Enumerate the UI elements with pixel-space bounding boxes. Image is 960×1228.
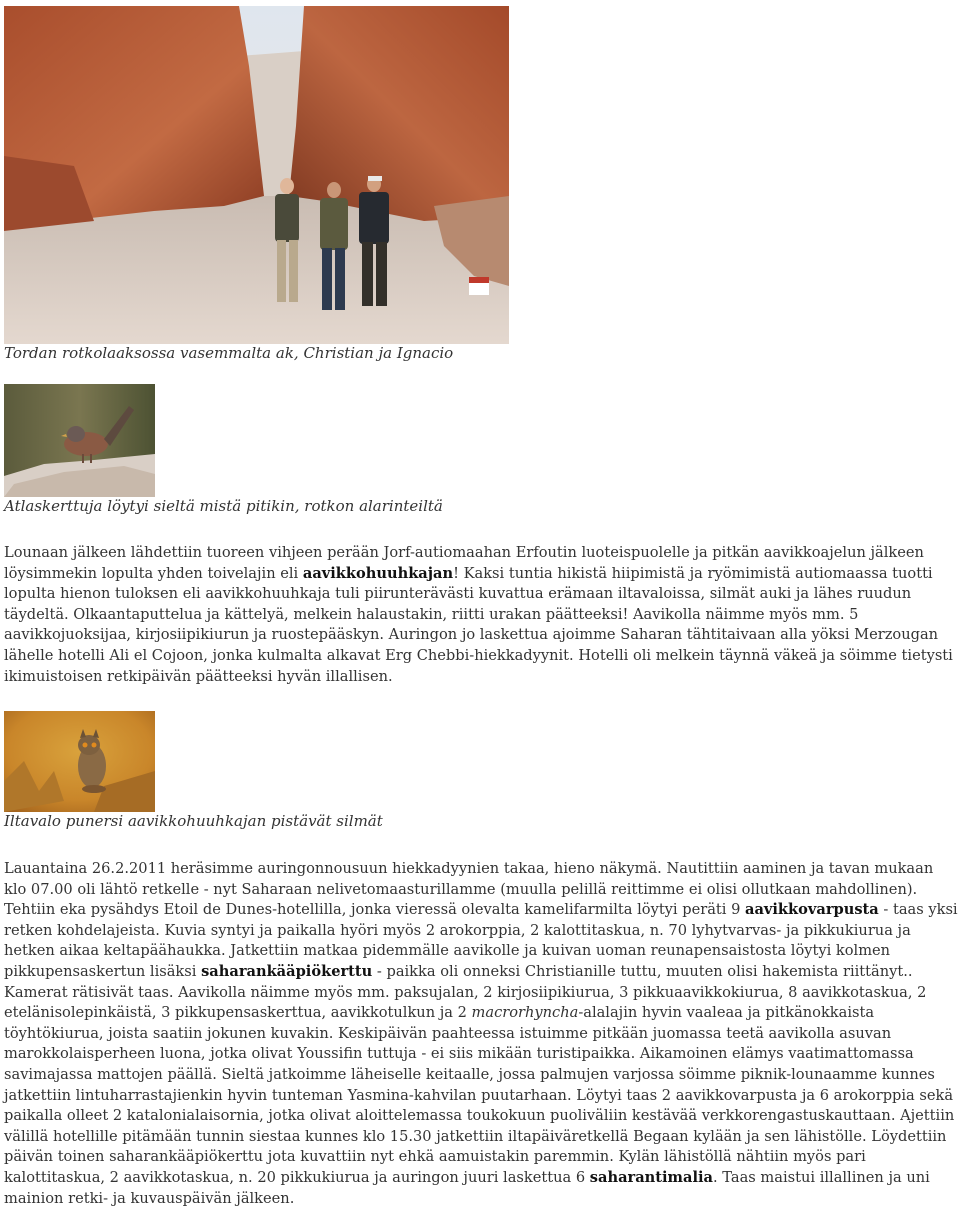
canyon-photo [4,6,509,344]
eagle-owl-photo-caption: Iltavalo punersi aavikkohuuhkajan pistävät silmät [4,812,383,830]
highlight-species: aavikkovarpusta [745,901,879,919]
highlight-species: saharankääpiökerttu [201,962,373,980]
highlight-species: saharantimalia [589,1168,714,1186]
subspecies-name: macrorhyncha [471,1004,579,1022]
story-paragraph-1: Lounaan jälkeen lähdettiin tuoreen vihjeen perään Jorf-autiomaahan Erfoutin luoteispuolelle ja pitkän aavikkoajelun jälkeen löysimmekin lopulta yhden toivelajin eli aavikkohuuhkajan! Kaksi tuntia hikistä hiipimistä ja ryömimistä autiomaassa tuotti lopulta hienon tuloksen eli aavikkohuuhkaja tuli piirunterävästi kuvattua erämaan iltavaloissa, silmät auki ja lähes ruudun täydeltä. Olkaantaputtelua ja kättelyä, melkein halaustakin, riitti urakan päätteeksi! Aavikolla näimme myös mm. 5 aavikkojuoksijaa, kirjosiipikiurun ja ruostepääskyn. Auringon jo laskettua ajoimme Saharan tähtitaivaan alla yöksi Merzougan lähelle hotelli Ali el Cojoon, jonka kulmalta alkavat Erg Chebbi-hiekkadyynit. Hotelli oli melkein täynnä väkeä ja söimme tietysti ikimuistoisen retkipäivän päätteeksi hyvän illallisen. [4,544,953,685]
eagle-owl-photo [4,711,155,812]
story-paragraph-2: Lauantaina 26.2.2011 heräsimme auringonnousuun hiekkadyynien takaa, hieno näkymä. Nautittiin aaminen ja tavan mukaan klo 07.00 oli lähtö retkelle - nyt Saharaan nelivetomaasturillamme (muulla pelillä reittimme ei olisi ollutkaan mahdollinen). Tehtiin eka pysähdys Etoil de Dunes-hotellilla, jonka vieressä olevalta kamelifarmilta löytyi peräti 9 aavikkovarpusta - taas yksi retken kohdelajeista. Kuvia syntyi ja paikalla hyöri myös 2 arokorppia, 2 kalottitaskua, n. 70 lyhytvarvas- ja pikkukiurua ja hetken aikaa keltapäähaukka. Jatkettiin matkaa pidemmälle aavikolle ja kuivan uoman reunapensaistosta löytyi kolmen pikkupensaskertun lisäksi saharankääpiökerttu - paikka oli onneksi Christianille tuttu, muuten olisi hakemista riittänyt.. Kamerat rätisivät taas. Aavikolla näimme myös mm. paksujalan, 2 kirjosiipikiurua, 3 pikkuaavikkokiurua, 8 aavikkotaskua, 2 etelänisolepinkäistä, 3 pikkupensaskerttua, aavikkotulkun ja 2 macrorhyncha-alalajin hyvin vaaleaa ja pitkänokkaista töyhtökiurua, joista saatiin jokunen kuvakin. Keskipäivän paahteessa istuimme pitkään juomassa teetä aavikolla asuvan marokkolaisperheen luona, jotka olivat Youssifin tuttuja - ei siis mikään turistipaikka. Aikamoinen elämys vaatimattomassa savimajassa mattojen päällä. Sieltä jatkoimme läheiselle keitaalle, jossa palmujen varjossa söimme piknik-lounaamme kunnes jatkettiin lintuharrastajienkin hyvin tunteman Yasmina-kahvilan puutarhaan. Löytyi taas 2 aavikkovarpusta ja 6 arokorppia sekä paikalla olleet 2 katalonialaisornia, jotka olivat aloittelemassa toukokuun puoliväliin kestävää verkkorengastuskauttaan. Ajettiin välillä hotellille pitämään tunnin siestaa kunnes klo 15.30 jatkettiin iltapäiväretkellä Begaan kylään ja sen lähistölle. Löydettiin päivän toinen saharankääpiökerttu jota kuvattiin nyt ehkä aamuistakin paremmin. Kylän lähistöllä nähtiin myös pari kalottitaskua, 2 aavikkotaskua, n. 20 pikkukiurua ja auringon juuri laskettua 6 saharantimalia. Taas maistui illallinen ja uni mainion retki- ja kuvauspäivän jälkeen. [4,860,958,1207]
highlight-species: aavikkohuuhkajan [302,564,454,582]
warbler-photo-caption: Atlaskerttuja löytyi sieltä mistä pitikin, rotkon alarinteiltä [4,497,443,515]
warbler-photo [4,384,155,497]
canyon-photo-caption: Tordan rotkolaaksossa vasemmalta ak, Christian ja Ignacio [4,344,454,362]
